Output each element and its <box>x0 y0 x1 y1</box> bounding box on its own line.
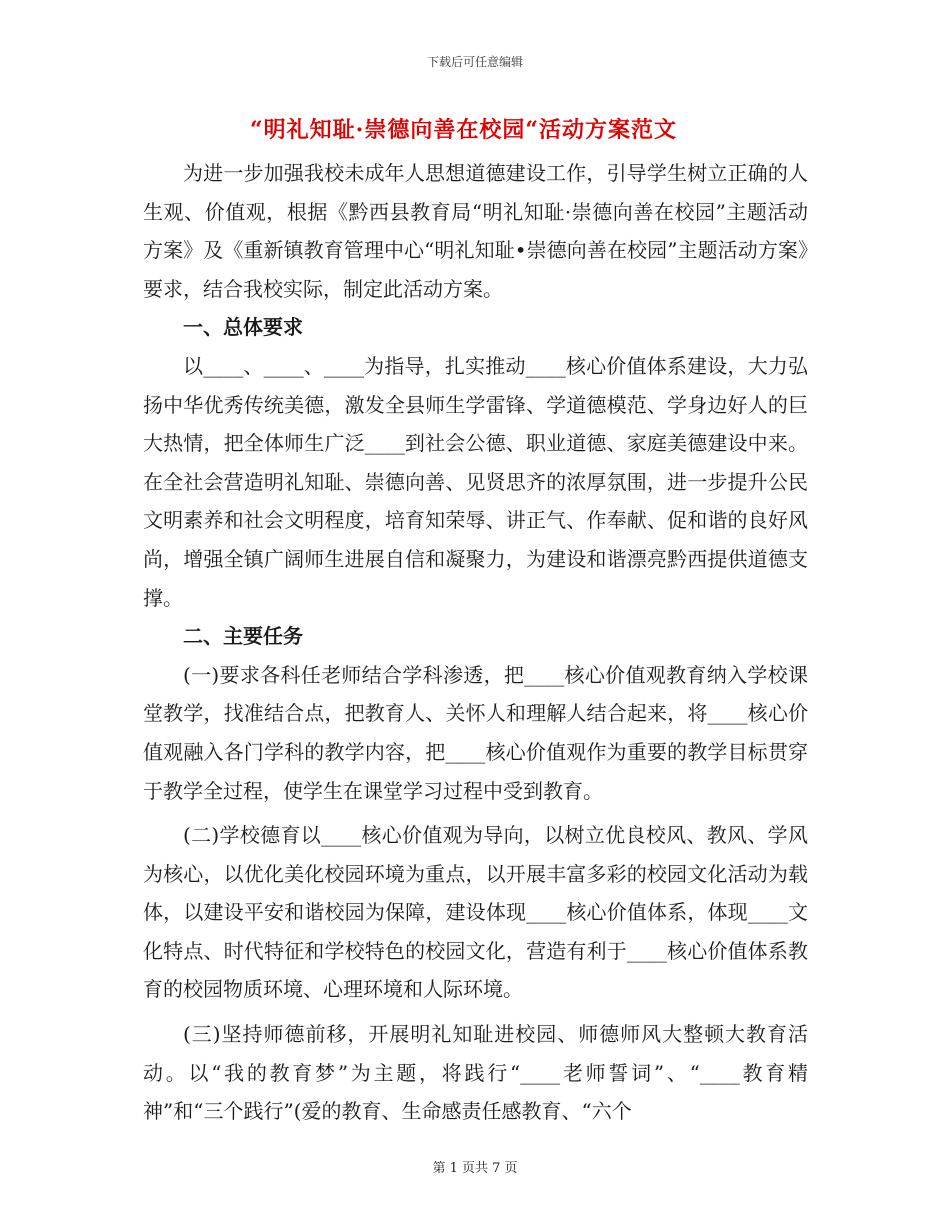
page-footer: 第 1 页共 7 页 <box>432 1161 518 1176</box>
document-title: “明礼知耻·崇德向善在校园“活动方案范文 <box>250 117 677 143</box>
page-header: 下载后可任意编辑 <box>426 55 523 69</box>
general-requirements-paragraph: 以____、____、____为指导，扎实推动____核心价值体系建设，大力弘扬中华优秀传统美德，激发全县师生学雷锋、学道德模范、学身边好人的巨大热情，把全体师生广泛____到社会公德、职业道德、家庭美德建设中来。在全社会营造明礼知耻、崇德向善、见贤思齐的浓厚氛围，进一步提升公民文明素养和社会文明程度，培育知荣辱、讲正气、作奉献、促和谐的良好风尚，增强全镇广阔师生进展自信和凝聚力，为建设和谐漂亮黔西提供道德支撑。 <box>143 353 808 610</box>
task-paragraph-1: (一)要求各科任老师结合学科渗透，把____核心价值观教育纳入学校课堂教学，找准结合点，把教育人、关怀人和理解人结合起来，将____核心价值观融入各门学科的教学内容，把____核心价值观作为重要的教学目标贯穿于教学全过程，使学生在课堂学习过程中受到教育。 <box>143 662 808 803</box>
intro-paragraph: 为进一步加强我校未成年人思想道德建设工作，引导学生树立正确的人生观、价值观，根据《黔西县教育局“明礼知耻·崇德向善在校园”主题活动方案》及《重新镇教育管理中心“明礼知耻•崇德向善在校园”主题活动方案》要求，结合我校实际，制定此活动方案。 <box>143 161 808 301</box>
document-body <box>143 154 808 1131</box>
task-paragraph-2: (二)学校德育以____核心价值观为导向，以树立优良校风、教风、学风为核心，以优化美化校园环境为重点，以开展丰富多彩的校园文化活动为载体，以建设平安和谐校园为保障，建设体现____核心价值体系，体现____文化特点、时代特征和学校特色的校园文化，营造有利于____核心价值体系教育的校园物质环境、心理环境和人际环境。 <box>143 823 808 1002</box>
task-paragraph-3: (三)坚持师德前移，开展明礼知耻进校园、师德师风大整顿大教育活动。以“我的教育梦”为主题，将践行“____老师誓词”、“____教育精神”和“三个践行”(爱的教育、生命感责任感教育、“六个 <box>143 1022 808 1124</box>
section-heading-general-requirements: 一、总体要求 <box>183 315 303 340</box>
section-heading-main-tasks: 二、主要任务 <box>183 624 303 649</box>
